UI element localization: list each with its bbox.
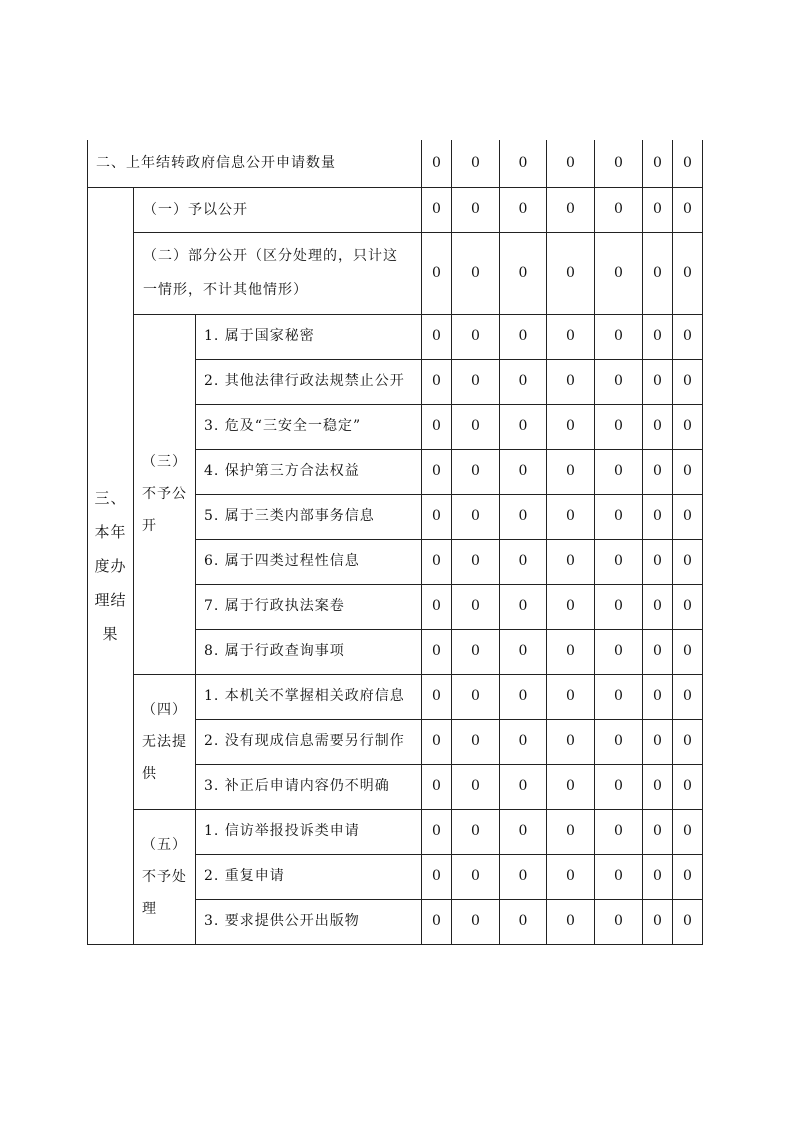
value-cell: 0 (500, 764, 547, 809)
group-label-line: （五） (142, 836, 187, 853)
value-cell: 0 (643, 629, 673, 674)
value-cell: 0 (643, 232, 673, 314)
value-cell: 0 (673, 140, 703, 187)
value-cell: 0 (673, 629, 703, 674)
value-cell: 0 (673, 539, 703, 584)
value-cell: 0 (422, 539, 452, 584)
value-cell: 0 (643, 404, 673, 449)
group-label-line: （三） (142, 454, 187, 470)
value-cell: 0 (643, 719, 673, 764)
value-cell: 0 (500, 232, 547, 314)
value-cell: 0 (595, 359, 643, 404)
item-label: 2. 其他法律行政法规禁止公开 (196, 359, 422, 404)
value-cell: 0 (452, 539, 500, 584)
value-cell: 0 (595, 232, 643, 314)
value-cell: 0 (673, 494, 703, 539)
value-cell: 0 (595, 140, 643, 187)
value-cell: 0 (452, 404, 500, 449)
value-cell: 0 (452, 314, 500, 359)
table-row (88, 140, 703, 187)
value-cell: 0 (547, 719, 595, 764)
group-label-line: 无法提 (142, 733, 187, 750)
value-cell: 0 (452, 809, 500, 854)
value-cell: 0 (673, 764, 703, 809)
table-row (88, 314, 703, 359)
value-cell: 0 (452, 854, 500, 899)
value-cell: 0 (595, 449, 643, 494)
group-label-line: （四） (142, 701, 187, 718)
value-cell: 0 (595, 854, 643, 899)
value-cell: 0 (500, 494, 547, 539)
value-cell: 0 (643, 449, 673, 494)
value-cell: 0 (595, 629, 643, 674)
value-cell: 0 (452, 140, 500, 187)
table-row (88, 232, 703, 314)
section-label-line: 本年 (94, 522, 127, 541)
group-label-line: 不予公 (142, 486, 187, 502)
disclosure-statistics-table (87, 140, 703, 945)
value-cell: 0 (547, 809, 595, 854)
value-cell: 0 (422, 494, 452, 539)
value-cell: 0 (422, 854, 452, 899)
section-label (88, 187, 134, 944)
value-cell: 0 (547, 854, 595, 899)
value-cell: 0 (643, 539, 673, 584)
value-cell: 0 (500, 674, 547, 719)
value-cell: 0 (500, 899, 547, 944)
value-cell: 0 (643, 584, 673, 629)
value-cell: 0 (643, 854, 673, 899)
value-cell: 0 (673, 854, 703, 899)
table-row (88, 809, 703, 854)
item-label: 1. 本机关不掌握相关政府信息 (196, 674, 422, 719)
value-cell: 0 (500, 629, 547, 674)
item-label: 2. 重复申请 (196, 854, 422, 899)
value-cell: 0 (422, 359, 452, 404)
category-label-line: 一情形，不计其他情形） (143, 282, 308, 298)
value-cell: 0 (422, 140, 452, 187)
value-cell: 0 (673, 232, 703, 314)
table-row (88, 187, 703, 232)
value-cell: 0 (643, 187, 673, 232)
value-cell: 0 (452, 674, 500, 719)
group-label-line: 理 (142, 900, 157, 917)
value-cell: 0 (673, 187, 703, 232)
value-cell: 0 (673, 404, 703, 449)
section-label-line: 三、 (94, 488, 127, 507)
value-cell: 0 (547, 764, 595, 809)
value-cell: 0 (452, 584, 500, 629)
value-cell: 0 (422, 719, 452, 764)
group-label-line: 供 (142, 765, 157, 782)
value-cell: 0 (595, 674, 643, 719)
value-cell: 0 (500, 584, 547, 629)
item-label: 8. 属于行政查询事项 (196, 629, 422, 674)
value-cell: 0 (500, 359, 547, 404)
value-cell: 0 (422, 764, 452, 809)
value-cell: 0 (422, 809, 452, 854)
section-label-line: 果 (102, 624, 119, 643)
row-label: 二、上年结转政府信息公开申请数量 (88, 140, 422, 187)
value-cell: 0 (422, 899, 452, 944)
value-cell: 0 (595, 314, 643, 359)
value-cell: 0 (595, 764, 643, 809)
value-cell: 0 (500, 809, 547, 854)
value-cell: 0 (595, 539, 643, 584)
value-cell: 0 (547, 140, 595, 187)
value-cell: 0 (595, 584, 643, 629)
item-label: 4. 保护第三方合法权益 (196, 449, 422, 494)
value-cell: 0 (547, 539, 595, 584)
value-cell: 0 (643, 359, 673, 404)
value-cell: 0 (452, 764, 500, 809)
value-cell: 0 (452, 494, 500, 539)
value-cell: 0 (500, 449, 547, 494)
item-label: 3. 补正后申请内容仍不明确 (196, 764, 422, 809)
value-cell: 0 (595, 899, 643, 944)
value-cell: 0 (673, 719, 703, 764)
item-label: 1. 信访举报投诉类申请 (196, 809, 422, 854)
value-cell: 0 (643, 674, 673, 719)
item-label: 3. 要求提供公开出版物 (196, 899, 422, 944)
item-label: 1. 属于国家秘密 (196, 314, 422, 359)
group-label (134, 809, 196, 944)
value-cell: 0 (673, 314, 703, 359)
group-label (134, 674, 196, 809)
value-cell: 0 (547, 449, 595, 494)
value-cell: 0 (547, 629, 595, 674)
item-label: 3. 危及“三安全一稳定” (196, 404, 422, 449)
value-cell: 0 (452, 719, 500, 764)
group-label-line: 开 (142, 518, 157, 534)
value-cell: 0 (547, 584, 595, 629)
value-cell: 0 (452, 232, 500, 314)
group-label (134, 314, 196, 674)
item-label: 5. 属于三类内部事务信息 (196, 494, 422, 539)
value-cell: 0 (673, 674, 703, 719)
category-label-line: （二）部分公开（区分处理的，只计这 (143, 248, 398, 264)
value-cell: 0 (547, 232, 595, 314)
value-cell: 0 (595, 719, 643, 764)
value-cell: 0 (547, 494, 595, 539)
value-cell: 0 (452, 449, 500, 494)
value-cell: 0 (500, 854, 547, 899)
section-label-line: 理结 (94, 590, 127, 609)
item-label: 7. 属于行政执法案卷 (196, 584, 422, 629)
value-cell: 0 (452, 187, 500, 232)
value-cell: 0 (547, 359, 595, 404)
item-label: 2. 没有现成信息需要另行制作 (196, 719, 422, 764)
value-cell: 0 (673, 584, 703, 629)
value-cell: 0 (643, 314, 673, 359)
section-label-line: 度办 (94, 556, 127, 575)
value-cell: 0 (452, 359, 500, 404)
value-cell: 0 (500, 140, 547, 187)
value-cell: 0 (547, 899, 595, 944)
value-cell: 0 (547, 404, 595, 449)
value-cell: 0 (643, 494, 673, 539)
value-cell: 0 (673, 899, 703, 944)
value-cell: 0 (595, 494, 643, 539)
value-cell: 0 (452, 899, 500, 944)
table-row (88, 674, 703, 719)
value-cell: 0 (500, 187, 547, 232)
value-cell: 0 (547, 674, 595, 719)
group-label-line: 不予处 (142, 868, 187, 885)
value-cell: 0 (673, 449, 703, 494)
value-cell: 0 (422, 629, 452, 674)
value-cell: 0 (422, 232, 452, 314)
category-label (134, 232, 422, 314)
value-cell: 0 (452, 629, 500, 674)
value-cell: 0 (422, 314, 452, 359)
value-cell: 0 (422, 674, 452, 719)
value-cell: 0 (547, 314, 595, 359)
value-cell: 0 (547, 187, 595, 232)
value-cell: 0 (643, 899, 673, 944)
value-cell: 0 (643, 764, 673, 809)
value-cell: 0 (595, 404, 643, 449)
value-cell: 0 (595, 809, 643, 854)
value-cell: 0 (500, 539, 547, 584)
value-cell: 0 (595, 187, 643, 232)
value-cell: 0 (422, 404, 452, 449)
value-cell: 0 (422, 449, 452, 494)
value-cell: 0 (422, 584, 452, 629)
value-cell: 0 (500, 404, 547, 449)
value-cell: 0 (643, 140, 673, 187)
item-label: 6. 属于四类过程性信息 (196, 539, 422, 584)
value-cell: 0 (500, 719, 547, 764)
value-cell: 0 (422, 187, 452, 232)
value-cell: 0 (500, 314, 547, 359)
value-cell: 0 (643, 809, 673, 854)
value-cell: 0 (673, 359, 703, 404)
category-label: （一）予以公开 (134, 187, 422, 232)
value-cell: 0 (673, 809, 703, 854)
